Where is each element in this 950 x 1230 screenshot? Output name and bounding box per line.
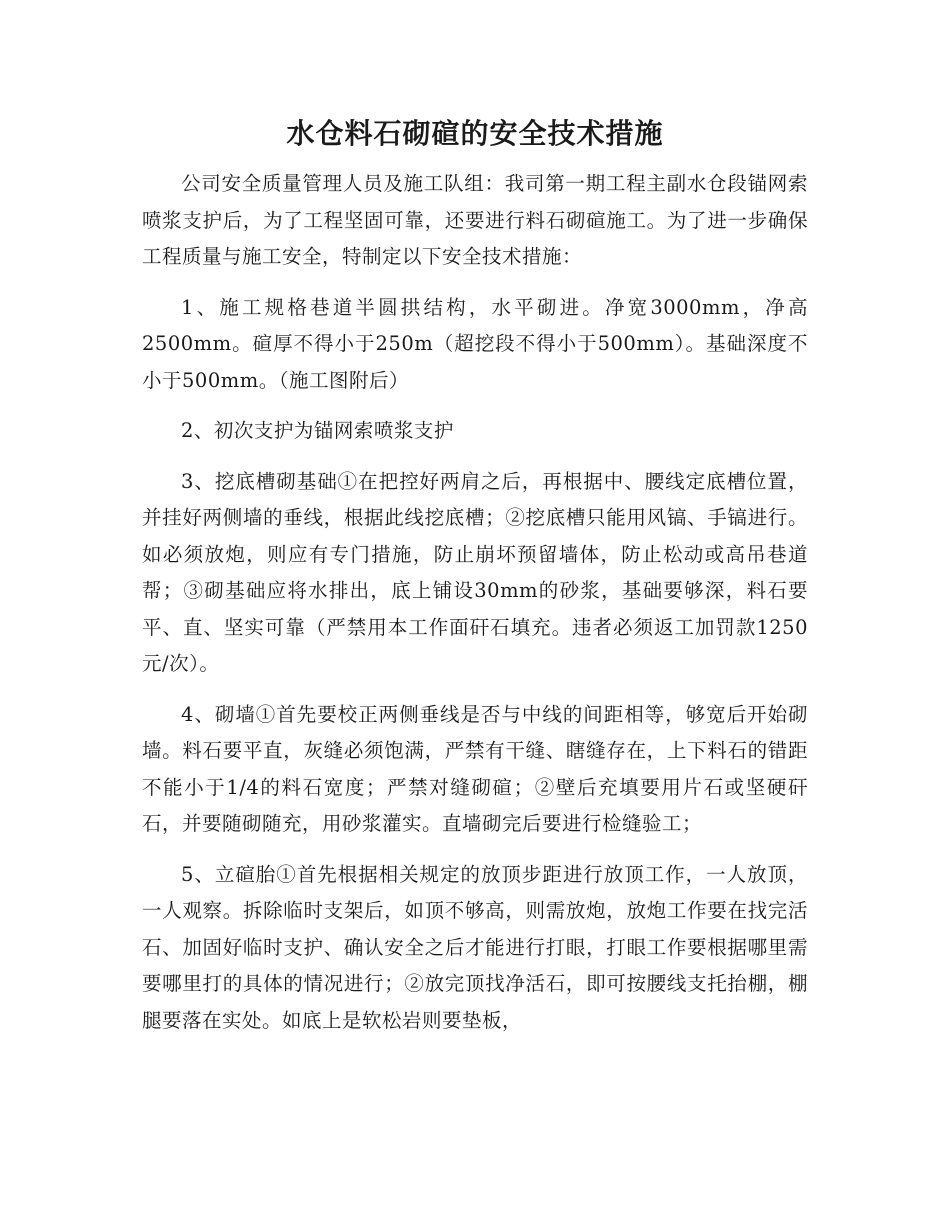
paragraph-item-3: 3、挖底槽砌基础①在把控好两肩之后，再根据中、腰线定底槽位置，并挂好两侧墙的垂线，根据此线挖底槽；②挖底槽只能用风镐、手镐进行。如必须放炮，则应有专门措施，防止崩坏预留墙体，防止松动或高吊巷道帮；③砌基础应将水排出，底上铺设30mm的砂浆，基础要够深，料石要平、直、坚实可靠（严禁用本工作面矸石填充。违者必须返工加罚款1250元/次）。 (142, 469, 808, 675)
document-title: 水仓料石砌碹的安全技术措施 (286, 117, 664, 150)
paragraph-item-2: 2、初次支护为锚网索喷浆支护 (181, 419, 454, 442)
document-body (142, 166, 808, 1053)
paragraph-item-4: 4、砌墙①首先要校正两侧垂线是否与中线的间距相等，够宽后开始砌墙。料石要平直，灰缝必须饱满，严禁有干缝、瞎缝存在，上下料石的错距不能小于1/4的料石宽度；严禁对缝砌碹；②壁后充填要用片石或坚硬矸石，并要随砌随充，用砂浆灌实。直墙砌完后要进行检缝验工； (142, 702, 808, 835)
paragraph-intro: 公司安全质量管理人员及施工队组：我司第一期工程主副水仓段锚网索喷浆支护后，为了工程坚固可靠，还要进行料石砌碹施工。为了进一步确保工程质量与施工安全，特制定以下安全技术措施： (142, 172, 808, 268)
paragraph-item-1: 1、施工规格巷道半圆拱结构，水平砌进。净宽3000mm，净高2500mm。碹厚不得小于250m（超挖段不得小于500mm）。基础深度不小于500mm。（施工图附后） (142, 295, 808, 392)
paragraph-item-5: 5、立碹胎①首先根据相关规定的放顶步距进行放顶工作，一人放顶，一人观察。拆除临时支架后，如顶不够高，则需放炮，放炮工作要在找完活石、加固好临时支护、确认安全之后才能进行打眼，打眼工作要根据哪里需要哪里打的具体的情况进行；②放完顶找净活石，即可按腰线支托抬棚，棚腿要落在实处。如底上是软松岩则要垫板， (142, 862, 808, 1032)
